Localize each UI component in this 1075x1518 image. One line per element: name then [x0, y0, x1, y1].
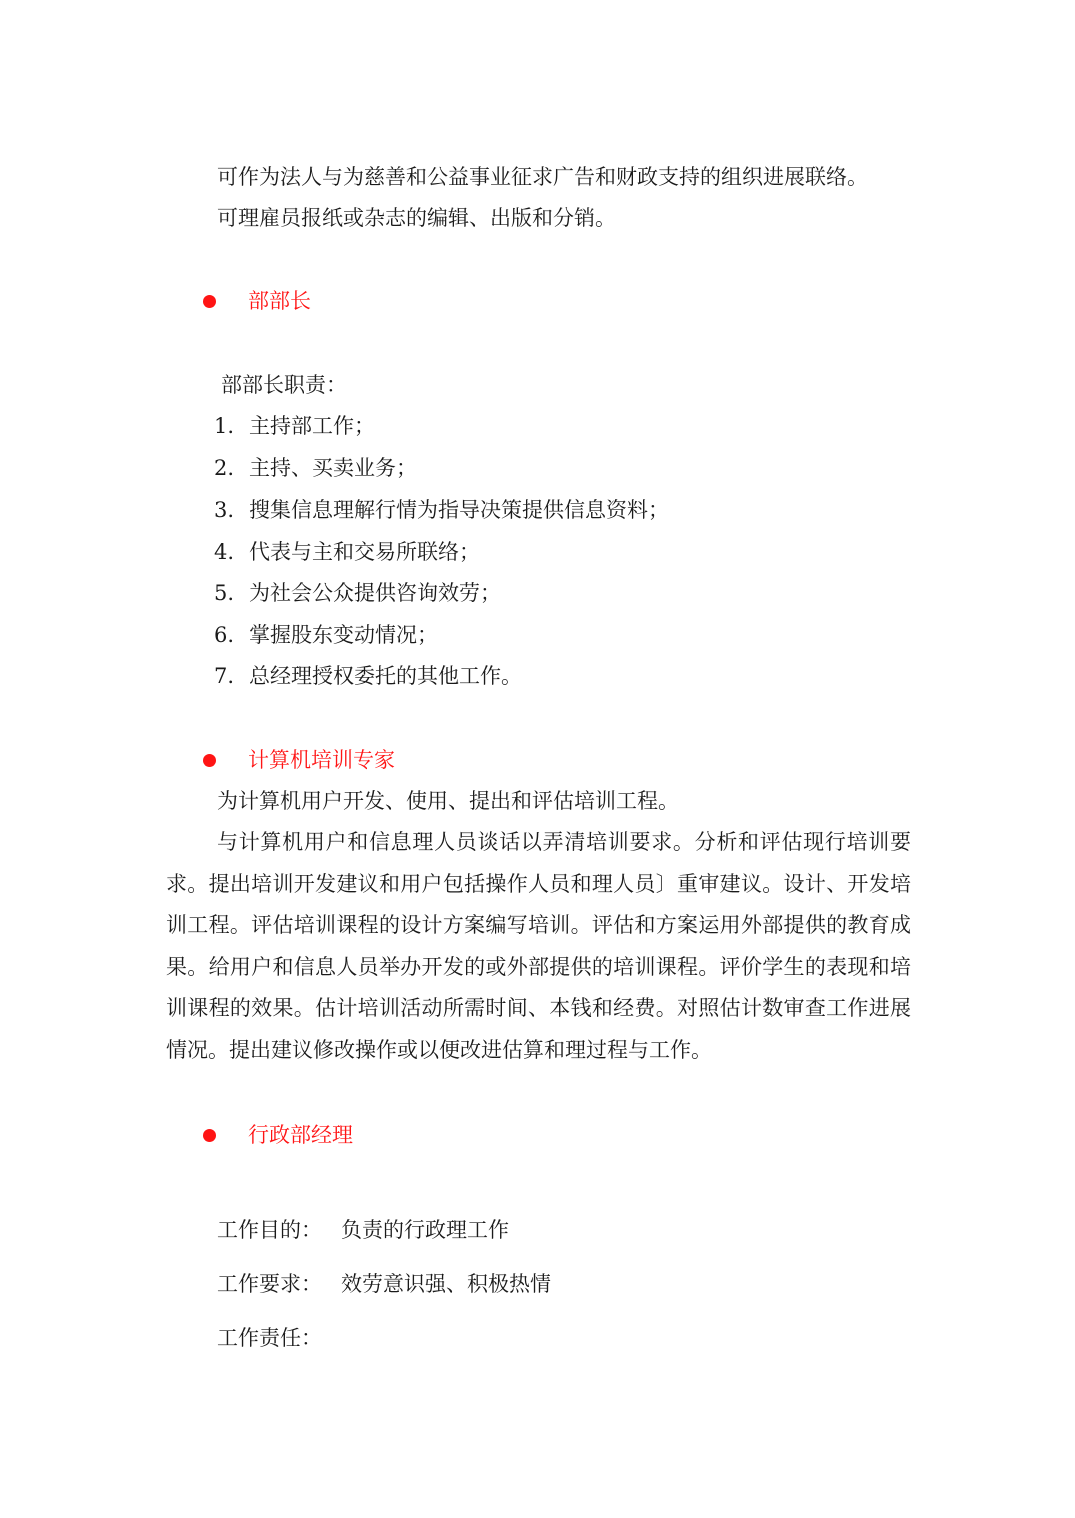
field-label: 工作责任： [217, 1326, 322, 1350]
field-label: 工作目的： [217, 1218, 322, 1242]
field-purpose [217, 1215, 509, 1245]
field-responsibility [217, 1323, 341, 1353]
list-item-number: 7. [214, 664, 235, 688]
list-item-text: 主持、买卖业务； [249, 456, 417, 480]
section-heading-text: 行政部经理 [248, 1123, 353, 1147]
list-item-text: 总经理授权委托的其他工作。 [249, 664, 522, 688]
field-label: 工作要求： [217, 1272, 322, 1296]
list-item-text: 为社会公众提供咨询效劳； [249, 581, 501, 605]
list-item-number: 1. [214, 414, 235, 438]
bullet-icon [203, 754, 216, 767]
section-heading-minister [203, 286, 311, 316]
trainer-paragraph: 与计算机用户和信息理人员谈话以弄清培训要求。分析和评估现行培训要求。提出培训开发建议和用户包括操作人员和理人员〕重审建议。设计、开发培训工程。评估培训课程的设计方案编写培训。评估和方案运用外部提供的教育成果。给用户和信息人员举办开发的或外部提供的培训课程。评价学生的表现和培训课程的效果。估计培训活动所需时间、本钱和经费。对照估计数审查工作进展情况。提出建议修改操作或以便改进估算和理过程与工作。 [166, 830, 911, 1062]
list-item-number: 3. [214, 498, 235, 522]
field-requirement [217, 1269, 551, 1299]
list-item [214, 661, 522, 691]
section-heading-text: 计算机培训专家 [248, 748, 395, 772]
trainer-summary: 为计算机用户开发、使用、提出和评估培训工程。 [217, 789, 679, 813]
list-item [214, 537, 480, 567]
list-item-text: 搜集信息理解行情为指导决策提供信息资料； [249, 498, 669, 522]
field-value: 负责的行政理工作 [341, 1218, 509, 1242]
list-item-number: 5. [214, 581, 235, 605]
list-item-text: 代表与主和交易所联络； [249, 540, 480, 564]
list-item [214, 411, 375, 441]
section-heading-trainer [203, 745, 395, 775]
list-item-number: 2. [214, 456, 235, 480]
list-item [214, 453, 417, 483]
list-item [214, 620, 438, 650]
intro-line-2: 可理雇员报纸或杂志的编辑、出版和分销。 [217, 206, 616, 230]
list-item [214, 495, 669, 525]
list-item-number: 4. [214, 540, 235, 564]
list-item [214, 578, 501, 608]
field-value: 效劳意识强、积极热情 [341, 1272, 551, 1296]
list-item-text: 掌握股东变动情况； [249, 623, 438, 647]
bullet-icon [203, 1129, 216, 1142]
list-item-text: 主持部工作； [249, 414, 375, 438]
section-heading-text: 部部长 [248, 289, 311, 313]
duties-label: 部部长职责： [221, 373, 347, 397]
list-item-number: 6. [214, 623, 235, 647]
section-heading-admin [203, 1120, 353, 1150]
intro-line-1: 可作为法人与为慈善和公益事业征求广告和财政支持的组织进展联络。 [217, 165, 868, 189]
bullet-icon [203, 295, 216, 308]
